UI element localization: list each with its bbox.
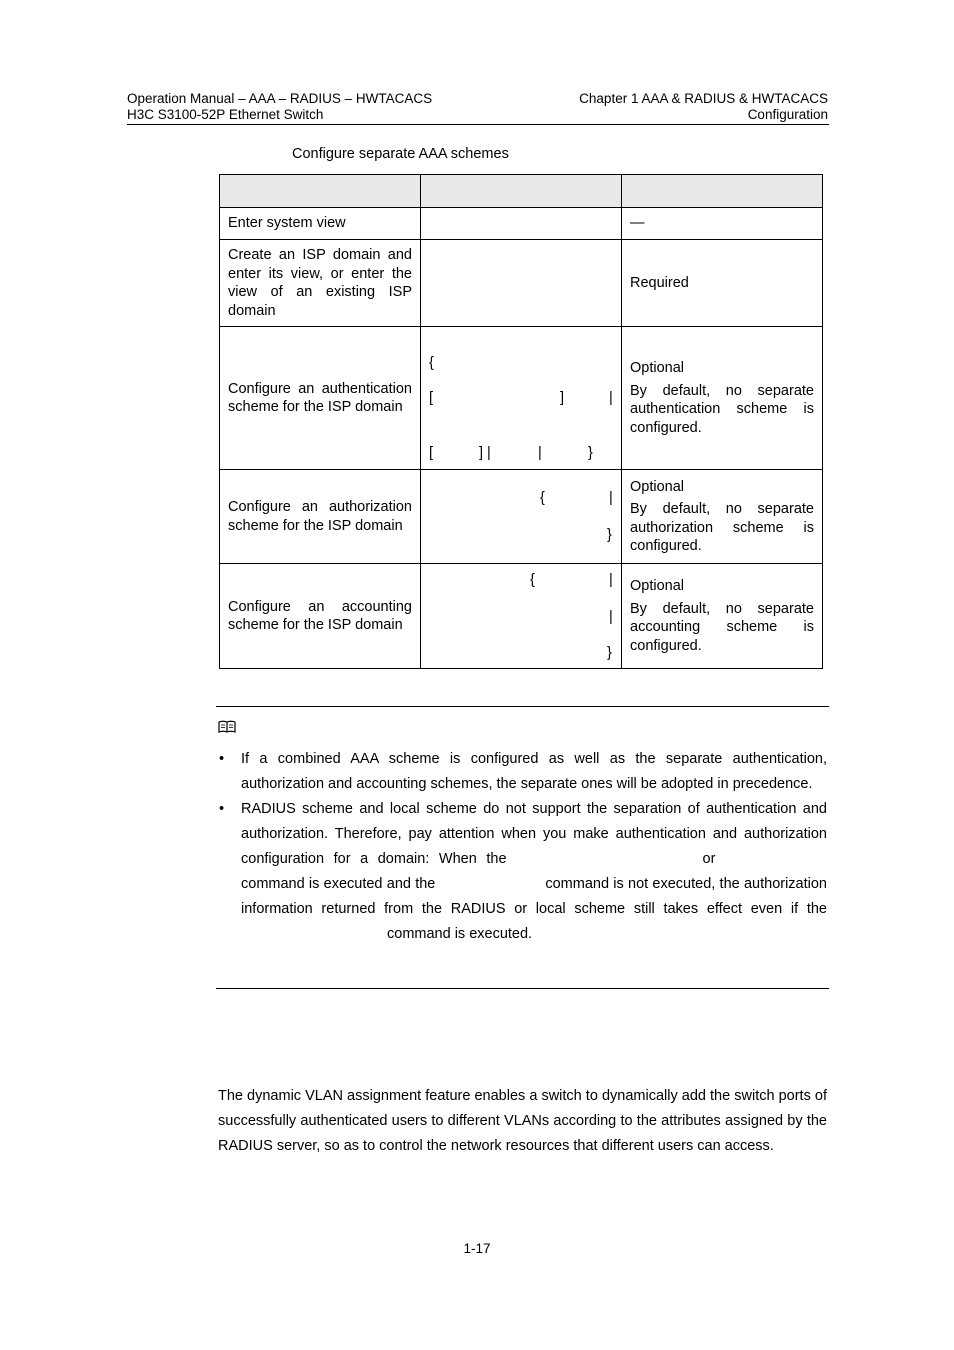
command-cell	[421, 564, 622, 669]
command-glyph: {	[530, 572, 535, 588]
table-row	[220, 240, 823, 327]
remark-required: Optional	[630, 360, 685, 376]
remark-default: By default, no separate accounting scheme is configured.	[630, 600, 814, 654]
table-row	[220, 470, 823, 564]
command-glyph: }	[607, 645, 612, 661]
header-cell	[421, 175, 622, 208]
operation-cell: Enter system view	[220, 208, 421, 240]
table-row	[220, 327, 823, 470]
note-top-rule	[216, 706, 829, 707]
header-cell	[622, 175, 823, 208]
list-item	[219, 797, 827, 947]
note-text: command is executed and the	[241, 876, 436, 892]
operation-cell: Configure an accounting scheme for the ISP domain	[220, 564, 421, 669]
config-steps-table	[219, 174, 823, 669]
command-glyph: {	[540, 490, 545, 506]
command-cell	[421, 327, 622, 470]
table-caption: Configure separate AAA schemes	[292, 146, 509, 162]
command-glyph: [	[429, 445, 434, 461]
note-text: command is not executed, the authorization information returned from the RADIUS or local scheme still takes effect even if the	[241, 876, 827, 917]
table-header-row	[220, 175, 823, 208]
operation-cell: Configure an authorization scheme for the ISP domain	[220, 470, 421, 564]
command-glyph: |	[609, 609, 613, 625]
body-paragraph: The dynamic VLAN assignment feature enables a switch to dynamically add the switch ports of successfully authenticated users to different VLANs according to the attributes assigned by the RADIUS server, so as to control the network resources that different users can access.	[218, 1088, 827, 1154]
note-text: If a combined AAA scheme is configured as well as the separate authentication, authorization and accounting schemes, the separate ones will be adopted in precedence.	[241, 751, 827, 792]
command-glyph: |	[538, 445, 542, 461]
remarks-cell	[622, 564, 823, 669]
note-bottom-rule	[216, 988, 829, 989]
remarks-cell: Required	[622, 240, 823, 327]
running-header-right	[579, 91, 828, 123]
page-number: 1-17	[463, 1241, 491, 1256]
note-text: command is executed.	[387, 926, 533, 942]
command-cell	[421, 470, 622, 564]
bullet: •	[219, 751, 225, 767]
command-glyph: [	[429, 390, 434, 406]
remarks-cell	[622, 327, 823, 470]
command-glyph: ] |	[479, 445, 491, 461]
remark-default: By default, no separate authentication scheme is configured.	[630, 382, 814, 436]
command-glyph: |	[609, 390, 613, 406]
command-glyph: }	[607, 527, 612, 543]
command-glyph: {	[429, 355, 434, 371]
remark-default: By default, no separate authorization scheme is configured.	[630, 501, 814, 554]
command-glyph: }	[588, 445, 593, 461]
manual-title: Operation Manual – AAA – RADIUS – HWTACACS	[127, 91, 433, 106]
table-row	[220, 564, 823, 669]
note-text: or	[702, 851, 716, 867]
section-title: Configuration	[747, 107, 828, 122]
header-rule	[127, 124, 829, 125]
note-list	[219, 747, 827, 947]
operation-cell: Create an ISP domain and enter its view, or enter the view of an existing ISP domain	[220, 240, 421, 327]
remarks-cell	[622, 470, 823, 564]
command-cell	[421, 208, 622, 240]
note-text: RADIUS scheme and local scheme do not support the separation of authentication and authorization. Therefore, pay attention when you make authentication and authorization configuration for a domain: When the	[241, 801, 827, 867]
header-cell	[220, 175, 421, 208]
remarks-cell: —	[622, 208, 823, 240]
running-header-left	[127, 91, 432, 123]
command-glyph: |	[609, 572, 613, 588]
bullet: •	[219, 801, 225, 817]
product-name: H3C S3100-52P Ethernet Switch	[127, 107, 324, 122]
table-row	[220, 208, 823, 240]
command-glyph: |	[609, 490, 613, 506]
chapter-title: Chapter 1 AAA & RADIUS & HWTACACS	[579, 91, 828, 106]
operation-cell: Configure an authentication scheme for the ISP domain	[220, 327, 421, 470]
book-icon	[218, 720, 236, 734]
remark-required: Optional	[630, 478, 685, 495]
remark-required: Optional	[630, 578, 685, 594]
command-glyph: ]	[560, 390, 565, 406]
list-item	[219, 747, 827, 797]
command-cell	[421, 240, 622, 327]
